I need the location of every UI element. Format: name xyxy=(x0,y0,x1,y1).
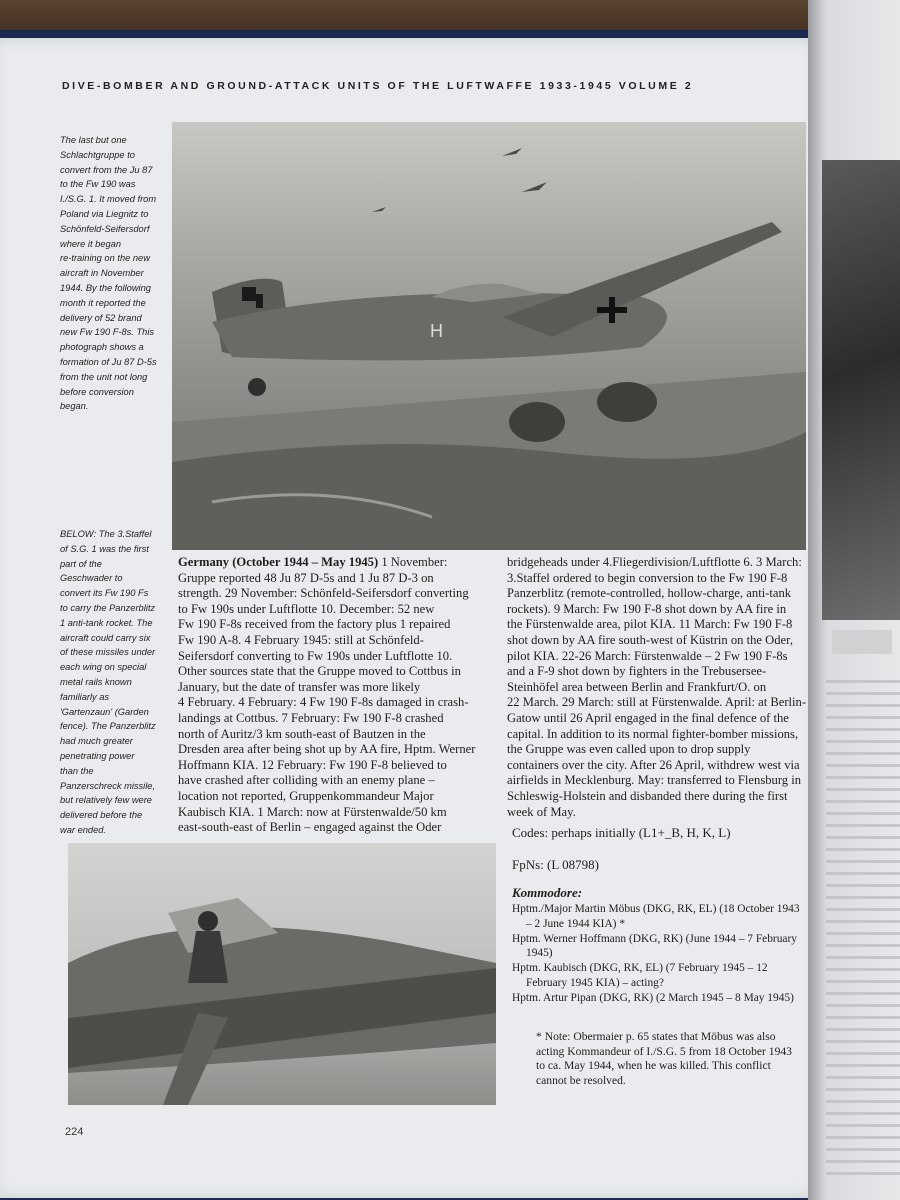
section-heading-germany: Germany (October 1944 – May 1945) xyxy=(178,555,379,569)
kommodore-entry: Hptm. Werner Hoffmann (DKG, RK) (June 1944 – 7 February 1945) xyxy=(512,932,797,960)
kommodore-entry: Hptm. Kaubisch (DKG, RK, EL) (7 February 1945 – 12 February 1945 KIA) – acting? xyxy=(512,962,768,989)
footnote: * Note: Obermaier p. 65 states that Möbus was also acting Kommandeur of I./S.G. 5 from 18 October 1943 to ca. May 1944, when he was killed. This conflict cannot be resolved. xyxy=(536,1030,792,1087)
photo-fw190-pilot xyxy=(68,843,496,1105)
page-number: 224 xyxy=(65,1126,84,1138)
facing-page-text xyxy=(826,680,900,1180)
caption-top-photo: The last but one Schlachtgruppe to convert from the Ju 87 to the Fw 190 was I./S.G. 1. It moved from Poland via Liegnitz to Schönfeld-Seifersdorf where it began re-training on the new aircraft in November 1944. By the following month it reported the delivery of 52 brand new Fw 190 F-8s. This photograph shows a formation of Ju 87 D-5s from the unit not long before conversion began. xyxy=(60,135,157,412)
body-column-2: bridgeheads under 4.Fliegerdivision/Luftflotte 6. 3 March: 3.Staffel ordered to begin conversion to the Fw 190 F-8 Panzerblitz (remote-controlled, hollow-charge, anti-tank rockets). 9 March: Fw 190 F-8 shot down by AA fire in the Fürstenwalde area, pilot KIA. 11 March: Fw 190 F-8 shot down by AA fire south-west of Küstrin on the Oder, pilot KIA. 22-26 March: Fürstenwalde – 2 Fw 190 F-8s and a F-9 shot down by fighters in the Trebusersee- Steinhöfel area between Berlin and Frankfurt/O. on 22 March. 29 March: still at Fürstenwalde. April: at Berlin- Gatow until 26 April engaged in the final defence of the capital. In addition to its normal fighter-bomber missions, the Gruppe was even called upon to drop supply containers over the city. After 26 April, withdrew west via airfields in Mecklenburg. May: transferred to Flensburg in Schleswig-Holstein and disbanded there during the first week of May. xyxy=(507,555,807,819)
kommodore-list xyxy=(512,902,802,1006)
facing-page-header xyxy=(832,630,892,654)
photo-ju87-formation xyxy=(172,122,806,550)
running-head: DIVE-BOMBER AND GROUND-ATTACK UNITS OF THE LUFTWAFFE 1933-1945 VOLUME 2 xyxy=(62,80,694,92)
codes-line: Codes: perhaps initially (L1+_B, H, K, L) xyxy=(512,825,731,840)
fpns-line: FpNs: (L 08798) xyxy=(512,857,599,872)
kommodore-entry: Hptm. Artur Pipan (DKG, RK) (2 March 1945 – 8 May 1945) xyxy=(512,991,794,1004)
kommodore-heading: Kommodore: xyxy=(512,885,583,900)
aircraft-code-letter: H xyxy=(430,321,443,341)
kommodore-entry: Hptm./Major Martin Möbus (DKG, RK, EL) (18 October 1943 – 2 June 1944 KIA) * xyxy=(512,903,800,930)
ju87-aircraft-illustration xyxy=(172,122,806,550)
fw190-aircraft-illustration xyxy=(68,843,496,1105)
facing-page-photo xyxy=(822,160,900,620)
body-column-1: Germany (October 1944 – May 1945) 1 November: Gruppe reported 48 Ju 87 D-5s and 1 Ju 87 D-3 on strength. 29 November: Schönfeld-Seifersdorf converting to Fw 190s under Luftflotte 10. December: 52 new Fw 190 F-8s received from the factory plus 1 repaired Fw 190 A-8. 4 February 1945: still at Schönfeld- Seifersdorf converting to Fw 190s under Luftflotte 10. Other sources state that the Gruppe moved to Cottbus in January, but the date of transfer was more likely 4 February. 4 February: 4 Fw 190 F-8s damaged in crash- landings at Cottbus. 7 February: Fw 190 F-8 crashed north of Auritz/3 km south-east of Bautzen in the Dresden area after being shot up by AA fire, Hptm. Werner Hoffmann KIA. 12 February: Fw 190 F-8 believed to have crashed after colliding with an enemy plane – location not reported, Gruppenkommandeur Major Kaubisch KIA. 1 March: now at Fürstenwalde/50 km east-south-east of Berlin – engaged against the Oder xyxy=(178,555,476,835)
facing-page xyxy=(808,0,900,1200)
caption-below-photo: BELOW: The 3.Staffel of S.G. 1 was the first part of the Geschwader to convert its Fw 190 Fs to carry the Panzerblitz 1 anti-tank rocket. The aircraft could carry six of these missiles under each wing on special metal rails known familiarly as 'Gartenzaun' (Garden fence). The Panzerblitz had much greater penetrating power than the Panzerschreck missile, but relatively few were delivered before the war ended. xyxy=(60,529,156,835)
